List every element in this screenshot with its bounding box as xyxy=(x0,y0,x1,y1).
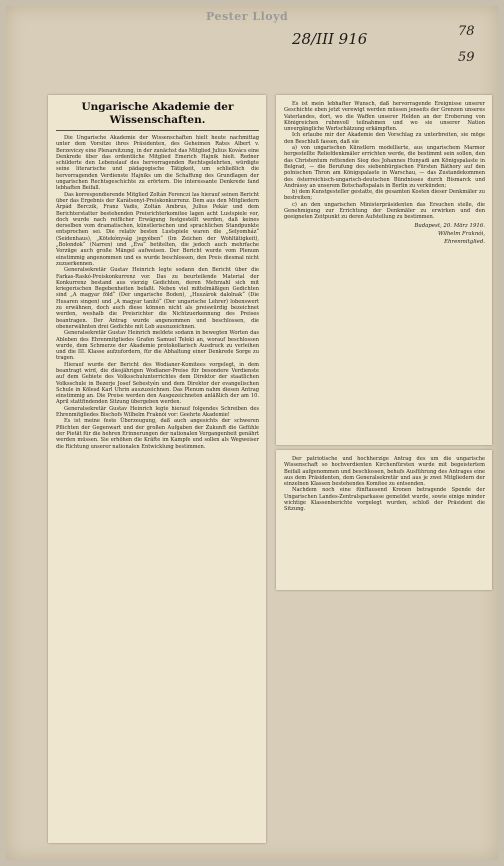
paragraph: b) dem Kunstgesteller gestatte, die gesamten Kosten dieser Denkmäler zu bestreiten; xyxy=(284,189,485,202)
archive-number-bottom: 59 xyxy=(458,50,475,65)
paragraph: Ich erlaube mir der Akademie den Vorschlag zu unterbreiten, sie möge den Beschluß fassen, daß sie xyxy=(284,132,485,145)
paragraph: Der patriotische und hochherzige Antrag des um die ungarische Wissenschaft so hochverdienten Kirchenfürsten wurde mit begeistertem Beifall aufgenommen und beschlossen, behufs Ausführung des Antrages eine aus dem Präsidenten, dem Generalsekretär und aus je zwei Mitgliedern der einzelnen Klassen bestehendes Komitee zu entsenden. xyxy=(284,456,485,488)
clipping-right-bottom xyxy=(276,450,492,590)
paragraph: Nachdem noch eine fünftausend Kronen betragende Spende der Ungarischen Landes-Zentralsparkasse gemeldet wurde, sowie einige minder wichtige Klassenberichte vorgelegt wurden, schloß der Präsident die Sitzung. xyxy=(284,487,485,513)
paragraph: Generalsekretär Gustav Heinrich meldete sodann in bewegten Worten das Ableben des Ehrenmitgliedes Grafen Samuel Teleki an, worauf beschlossen wurde, dem Schmerze der Akademie protokollarisch Ausdruck zu verleihen und die III. Klasse aufzufordern, für die Abhaltung einer Denkrede Sorge zu tragen. xyxy=(56,330,259,362)
signature-title: Ehrenmitglied. xyxy=(444,239,485,246)
paragraph: c) an den ungarischen Ministerpräsidenten das Ersuchen stelle, die Genehmigung zur Errichtung der Denkmäler zu erwirken und den geeigneten Zeitpunkt zu deren Aufstellung zu bestimmen. xyxy=(284,201,485,221)
handwritten-date: 28/III 916 xyxy=(292,30,368,48)
paragraph: Die Ungarische Akademie der Wissenschaften hielt heute nachmittag unter dem Vorsitze ihres Präsidenten, des Geheimen Rates Albert v. Berzeviczy eine Plenarsitzung, in der zunächst das Mitglied Julius Kovács eine Denkrede über das ordentliche Mitglied Emerich Hajnik hielt. Redner schilderte den Lebenslauf des hervorragenden Rechtsgelehrten, würdigte seine literarische und pädagogische Tätigkeit, um schließlich die hervorragenden Verdienste Hajniks um die Schaffung des Grundlagen der ungarischen Rechtsgeschichte zu erörtern. Die interessante Denkrede fand lebhaften Beifall. xyxy=(56,135,260,192)
clipping-left-column xyxy=(48,95,266,843)
paragraph: Generalsekretär Gustav Heinrich legte hierauf folgendes Schreiben des Ehrenmitgliedes Bischofs Wilhelm Fraknói vor: Geehrte Akademie! xyxy=(56,405,259,419)
paragraph: Es ist meine feste Überzeugung, daß auch angesichts der schweren Pflichten der Gegenwart und der großen Aufgaben der Zukunft die Gefühle der Pietät für die hehren Erinnerungen der nationalen Vergangenheit genährt werden müssen. Sie erhöhen die Kräfte im Kampfe und sollen als Wegweiser die Richtung unserer nationalen Entwicklung bestimmen. xyxy=(56,418,259,450)
article-headline: Ungarische Akademie der Wissenschaften. xyxy=(56,101,259,131)
archive-number-top: 78 xyxy=(458,24,475,39)
clipping-right-column xyxy=(276,95,492,445)
left-column-text xyxy=(56,135,259,450)
paragraph: Generalsekretär Gustav Heinrich legte sodann den Bericht über die Farkas-Raskó-Preiskonkurrenz vor. Das zu beurteilende Material der Konkurrenz bestand aus vierzig Gedichten, deren Mehrzahl sich mit kriegerischen Begebenheiten befaßt. Neben viel mittelmäßigen Gedichten sind „A magyar föld“ (Der ungarische Boden), „Huszárok dalolnak“ (Die Husaren singen) und „A magyar tanító“ (Der ungarische Lehrer) lobenswert zu erwähnen, doch auch diese können nicht als preiswürdig bezeichnet werden, weshalb die Preisrichter die Nichtzuerkennung des Preises beantragen. Der Antrag wurde angenommen und beschlossen, die obenerwähnten drei Gedichte mit Lob auszuzeichnen. xyxy=(56,267,259,330)
paragraph: a) von ungarischen Künstlern modellierte, aus ungarischem Marmor hergestellte Reliefdenkmäler errichten werde, die bestimmt sein sollen, den das Christentum rettenden Sieg des Johannes Hunyadi am Königspalaste in Belgrad, — die Berufung des siebenbürgischen Fürsten Báthory auf den polnischen Thron am Königspalaste in Warschau, — das Zustandekommen des österreichisch-ungarisch-deutschen Bündnisses durch Bismarck und Andrássy an unserem Botschaftspalais in Berlin zu verkünden; xyxy=(284,145,485,189)
paragraph: Hierauf wurde der Bericht des Wodianer-Komitees vorgelegt, in dem beantragt wird, die diesjährigen Wodianer-Preise für besondere Verdienste auf dem Gebiete des Volksschulunterrichtes dem Direktor der staatlichen Volksschule in Bezerje Josef Sebestyén und dem Direktor der evangelischen Schule in Kölesd Karl Uhrin auszuzeichnen. Das Plenum nahm diesen Antrag einstimmig an. Die Preise werden den Ausgezeichneten anläßlich der am 10. April stattfindenden Sitzung übergeben werden. xyxy=(56,361,259,406)
signature-name: Wilhelm Fraknói, xyxy=(437,231,485,238)
closing-place-date: Budapest, 20. März 1916. xyxy=(414,222,485,229)
newspaper-stamp: Pester Lloyd xyxy=(206,10,289,23)
paragraph: Es ist mein lebhafter Wunsch, daß hervorragende Ereignisse unserer Geschichte eben jetzt verewigt werden müssen jenseits der Grenzen unseres Vaterlandes, dort, wo die Waffen unserer Helden an der Eroberung von Königreichen ruhmvoll teilnahmen und wo sie unserer Nation unvergängliche Wertschätzung erkämpften. xyxy=(284,101,485,133)
paragraph: Das korrespondierende Mitglied Zoltán Ferenczi las hierauf seinen Bericht über das Ergebnis der Karátsonyi-Preiskonkurrenz. Dem aus den Mitgliedern Árpád Berczik, Franz Vadis, Zoltán Ambrus, Julius Pekár und dem Berichterstatter bestehenden Preisrichterkomitee lagen acht Lustspiele vor, doch wurde nach reiflicher Erwägung festgestellt werden, daß keines derselben vom dramatischen, künstlerischen und sprachlichen Standpunkte entsprochen sei. Die relativ besten Lustspiele waren die „Selyomház“ (Seidenhaus), „Kötekónyság jegyében“ (Im Zeichen der Wohltätigkeit), „Bolondok“ (Narren) und „Éva“ betitelten, die jedoch auch mehrfache Vorzüge auch große Mängel aufweisen. Der Bericht wurde vom Plenum einstimmig angenommen und es wurde beschlossen, den Preis diesmal nicht zuzuerkennen. xyxy=(56,191,259,267)
